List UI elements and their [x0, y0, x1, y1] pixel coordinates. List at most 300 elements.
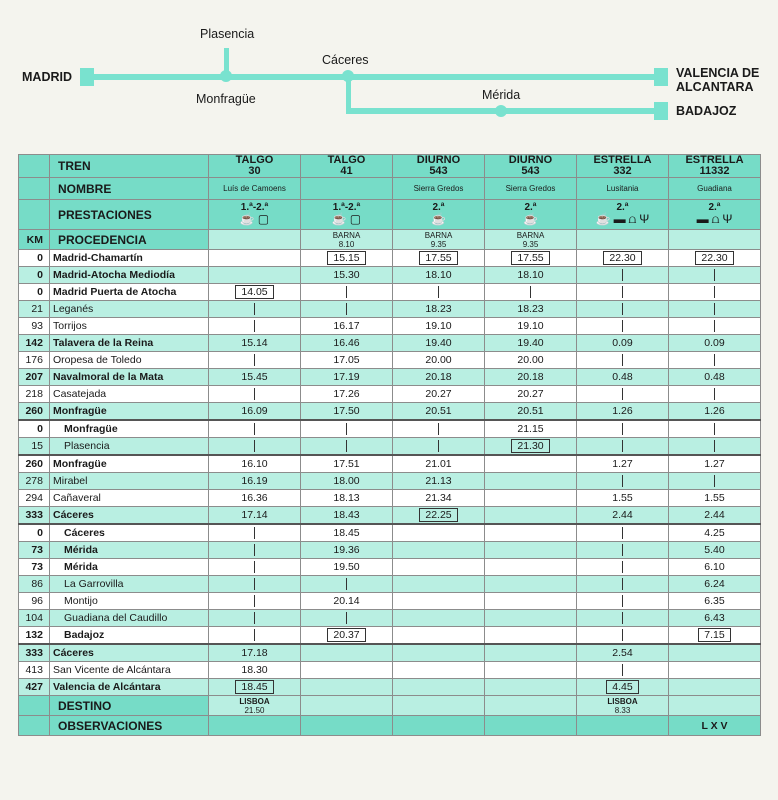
time-cell: 18.23 — [393, 301, 485, 318]
time-cell — [485, 679, 577, 696]
station-name: Navalmoral de la Mata — [50, 369, 209, 386]
pass-line — [714, 320, 715, 332]
time-cell: 19.40 — [485, 335, 577, 352]
station-name: Badajoz — [50, 627, 209, 645]
time-cell: 16.46 — [301, 335, 393, 352]
pass-line — [346, 578, 347, 590]
time-cell: 21.01 — [393, 455, 485, 473]
table-row — [19, 490, 761, 507]
time-cell: 20.00 — [485, 352, 577, 369]
station-name: Cáceres — [50, 524, 209, 542]
train-dest-3 — [485, 696, 577, 716]
dest-name: LISBOA — [239, 696, 270, 706]
time-cell: 21.13 — [393, 473, 485, 490]
time-cell — [669, 473, 761, 490]
timetable — [18, 154, 761, 736]
pass-line — [622, 527, 623, 539]
train-dest-0 — [209, 696, 301, 716]
station-name: Madrid-Chamartín — [50, 250, 209, 267]
time-cell: 15.45 — [209, 369, 301, 386]
train-classes: 1.ª-2.ª — [240, 202, 269, 213]
time-cell — [577, 352, 669, 369]
train-type: ESTRELLA — [685, 154, 744, 166]
time-cell: 19.10 — [393, 318, 485, 335]
time-cell — [301, 576, 393, 593]
time-cell: 18.43 — [301, 507, 393, 525]
train-obs-4 — [577, 716, 669, 736]
couchette-icon: ⩍ — [711, 211, 720, 226]
train-obs-2 — [393, 716, 485, 736]
time-cell: 15.14 — [209, 335, 301, 352]
station-name: Leganés — [50, 301, 209, 318]
service-icons — [672, 212, 757, 227]
time-cell — [577, 318, 669, 335]
time-cell — [577, 559, 669, 576]
time-cell: 16.09 — [209, 403, 301, 421]
station-name: Plasencia — [50, 438, 209, 456]
time-cell: 18.23 — [485, 301, 577, 318]
pass-line — [622, 629, 623, 641]
train-name-text: Guadiana — [697, 184, 732, 193]
km-value: 427 — [19, 679, 50, 696]
time-cell: 6.10 — [669, 559, 761, 576]
time-cell — [209, 386, 301, 403]
time-cell — [485, 524, 577, 542]
origin-name: BARNA — [332, 230, 361, 240]
pass-line — [622, 354, 623, 366]
km-value: 15 — [19, 438, 50, 456]
km-value: 333 — [19, 507, 50, 525]
station-name: Oropesa de Toledo — [50, 352, 209, 369]
pass-line — [254, 561, 255, 573]
pass-line — [254, 303, 255, 315]
destino-label: DESTINO — [50, 696, 209, 716]
train-number: 11332 — [699, 165, 730, 177]
pass-line — [254, 595, 255, 607]
cup-icon: ☕ — [431, 212, 446, 226]
time-cell — [301, 301, 393, 318]
time-cell — [485, 507, 577, 525]
time-cell — [485, 250, 577, 267]
table-row — [19, 403, 761, 421]
time-cell: 0.09 — [669, 335, 761, 352]
time-cell — [485, 627, 577, 645]
pass-line — [438, 440, 439, 452]
train-classes: 2.ª — [616, 201, 629, 213]
time-cell — [485, 576, 577, 593]
train-type: DIURNO — [508, 154, 553, 166]
train-header-0 — [209, 155, 301, 178]
seat-icon: ▢ — [349, 212, 362, 226]
cup-icon: ☕ — [331, 212, 347, 226]
bed-icon: ▬ — [696, 211, 709, 226]
train-services-0 — [209, 200, 301, 230]
time-cell: 17.05 — [301, 352, 393, 369]
km-value: 0 — [19, 524, 50, 542]
km-value: 96 — [19, 593, 50, 610]
time-cell — [209, 438, 301, 456]
time-cell: 2.44 — [669, 507, 761, 525]
time-cell: 1.26 — [669, 403, 761, 421]
pass-line — [254, 440, 255, 452]
train-header-4 — [577, 155, 669, 178]
station-name: Cañaveral — [50, 490, 209, 507]
km-value: 73 — [19, 542, 50, 559]
pass-line — [714, 269, 715, 281]
destino-row — [19, 696, 761, 716]
pass-line — [622, 595, 623, 607]
restaurant-icon: Ψ — [722, 211, 733, 226]
time-cell: 15.30 — [301, 267, 393, 284]
table-row — [19, 284, 761, 301]
time-cell — [577, 267, 669, 284]
time-cell: 1.26 — [577, 403, 669, 421]
km-value: 132 — [19, 627, 50, 645]
table-row — [19, 662, 761, 679]
boxed-time: 7.15 — [698, 628, 730, 642]
train-name-text: Sierra Gredos — [413, 184, 464, 193]
km-value: 0 — [19, 420, 50, 438]
time-cell — [669, 267, 761, 284]
station-name: La Garrovilla — [50, 576, 209, 593]
km-value: 176 — [19, 352, 50, 369]
time-cell — [577, 593, 669, 610]
table-row — [19, 420, 761, 438]
pass-line — [346, 423, 347, 435]
time-cell — [577, 542, 669, 559]
train-dest-1 — [301, 696, 393, 716]
origin-time: 8.10 — [338, 239, 355, 249]
pass-line — [254, 527, 255, 539]
dest-time: 8.33 — [614, 705, 631, 715]
time-cell: 17.50 — [301, 403, 393, 421]
station-name: Madrid Puerta de Atocha — [50, 284, 209, 301]
time-cell: 17.18 — [209, 644, 301, 662]
pass-line — [714, 475, 715, 487]
train-origin-3 — [485, 230, 577, 250]
table-row — [19, 524, 761, 542]
time-cell — [301, 250, 393, 267]
time-cell — [577, 679, 669, 696]
train-classes: 2.ª — [708, 201, 721, 213]
km-blank — [19, 155, 50, 178]
time-cell — [209, 267, 301, 284]
table-row — [19, 593, 761, 610]
nombre-label: NOMBRE — [50, 178, 209, 200]
time-cell — [301, 679, 393, 696]
time-cell — [577, 662, 669, 679]
pass-line — [622, 544, 623, 556]
pass-line — [622, 423, 623, 435]
time-cell: 17.14 — [209, 507, 301, 525]
time-cell: 20.14 — [301, 593, 393, 610]
time-cell: 1.27 — [577, 455, 669, 473]
time-cell: 4.25 — [669, 524, 761, 542]
time-cell: 21.34 — [393, 490, 485, 507]
km-value: 260 — [19, 403, 50, 421]
pass-line — [714, 354, 715, 366]
time-cell — [393, 559, 485, 576]
km-value: 21 — [19, 301, 50, 318]
time-cell — [577, 524, 669, 542]
train-obs-5: L X V — [669, 716, 761, 736]
train-name-text: Sierra Gredos — [505, 184, 556, 193]
pass-line — [714, 440, 715, 452]
pass-line — [254, 629, 255, 641]
train-name-4 — [577, 178, 669, 200]
prestaciones-label: PRESTACIONES — [50, 200, 209, 230]
train-services-2 — [393, 200, 485, 230]
time-cell — [485, 610, 577, 627]
table-row — [19, 301, 761, 318]
time-cell — [209, 524, 301, 542]
time-cell — [301, 284, 393, 301]
pass-line — [254, 388, 255, 400]
time-cell — [301, 610, 393, 627]
time-cell — [393, 679, 485, 696]
couchette-icon: ⩍ — [628, 211, 637, 226]
time-cell: 16.10 — [209, 455, 301, 473]
table-row — [19, 473, 761, 490]
time-cell — [393, 250, 485, 267]
time-cell — [393, 284, 485, 301]
train-number: 543 — [521, 165, 540, 177]
time-cell: 18.45 — [301, 524, 393, 542]
train-name-0 — [209, 178, 301, 200]
time-cell — [669, 318, 761, 335]
train-classes: 2.ª — [432, 202, 445, 213]
time-cell: 0.48 — [577, 369, 669, 386]
time-cell — [577, 301, 669, 318]
pass-line — [438, 286, 439, 298]
boxed-time: 15.15 — [327, 251, 365, 265]
time-cell: 20.00 — [393, 352, 485, 369]
dest-time: 21.50 — [244, 705, 265, 715]
time-cell: 20.18 — [485, 369, 577, 386]
time-cell — [301, 438, 393, 456]
train-header-5 — [669, 155, 761, 178]
time-cell: 18.00 — [301, 473, 393, 490]
time-cell — [669, 250, 761, 267]
train-dest-2 — [393, 696, 485, 716]
pass-line — [622, 475, 623, 487]
time-cell: 1.27 — [669, 455, 761, 473]
pass-line — [254, 578, 255, 590]
km-value: 0 — [19, 267, 50, 284]
time-cell — [209, 301, 301, 318]
train-classes: 2.ª — [524, 202, 537, 213]
time-cell: 17.26 — [301, 386, 393, 403]
time-cell — [209, 352, 301, 369]
map-station-caceres: Cáceres — [322, 53, 369, 67]
time-cell: 6.24 — [669, 576, 761, 593]
station-name: Casatejada — [50, 386, 209, 403]
train-name-1 — [301, 178, 393, 200]
train-name-3 — [485, 178, 577, 200]
station-name: San Vicente de Alcántara — [50, 662, 209, 679]
station-name: Montijo — [50, 593, 209, 610]
train-services-4 — [577, 200, 669, 230]
train-classes: 1.ª-2.ª — [332, 202, 361, 213]
pass-line — [622, 578, 623, 590]
pass-line — [254, 354, 255, 366]
time-cell: 19.10 — [485, 318, 577, 335]
service-icons — [396, 212, 481, 226]
time-cell — [669, 386, 761, 403]
station-name: Monfragüe — [50, 455, 209, 473]
origin-time: 9.35 — [430, 239, 447, 249]
time-cell — [485, 542, 577, 559]
time-cell — [301, 420, 393, 438]
km-value: 104 — [19, 610, 50, 627]
time-cell: 21.15 — [485, 420, 577, 438]
time-cell — [577, 250, 669, 267]
km-value: 333 — [19, 644, 50, 662]
time-cell: 1.55 — [669, 490, 761, 507]
service-icons — [212, 212, 297, 226]
km-blank — [19, 200, 50, 230]
table-row — [19, 559, 761, 576]
station-name: Torrijos — [50, 318, 209, 335]
time-cell: 17.51 — [301, 455, 393, 473]
km-value: 0 — [19, 284, 50, 301]
observaciones-label: OBSERVACIONES — [50, 716, 209, 736]
time-cell — [485, 284, 577, 301]
time-cell — [209, 420, 301, 438]
time-cell — [485, 644, 577, 662]
station-name: Mérida — [50, 542, 209, 559]
time-cell — [301, 644, 393, 662]
table-row — [19, 644, 761, 662]
time-cell — [209, 679, 301, 696]
pass-line — [346, 612, 347, 624]
time-cell — [669, 352, 761, 369]
time-cell — [393, 438, 485, 456]
restaurant-icon: Ψ — [639, 211, 650, 226]
table-row — [19, 576, 761, 593]
time-cell: 19.40 — [393, 335, 485, 352]
boxed-time: 17.55 — [419, 251, 457, 265]
table-row — [19, 335, 761, 352]
map-station-merida: Mérida — [482, 88, 521, 102]
time-cell: 2.54 — [577, 644, 669, 662]
train-number: 332 — [613, 165, 632, 177]
procedencia-label: PROCEDENCIA — [50, 230, 209, 250]
time-cell — [393, 644, 485, 662]
train-type: DIURNO — [416, 154, 461, 166]
train-origin-1 — [301, 230, 393, 250]
station-name: Monfragüe — [50, 420, 209, 438]
time-cell — [669, 301, 761, 318]
km-value: 86 — [19, 576, 50, 593]
time-cell: 6.43 — [669, 610, 761, 627]
pass-line — [622, 664, 623, 676]
train-origin-2 — [393, 230, 485, 250]
time-cell: 20.51 — [393, 403, 485, 421]
pass-line — [254, 423, 255, 435]
bed-icon: ▬ — [613, 211, 626, 226]
boxed-time: 22.30 — [695, 251, 733, 265]
table-row — [19, 386, 761, 403]
table-row — [19, 369, 761, 386]
time-cell: 16.17 — [301, 318, 393, 335]
time-cell: 19.36 — [301, 542, 393, 559]
table-row — [19, 507, 761, 525]
time-cell — [669, 420, 761, 438]
km-blank — [19, 716, 50, 736]
station-name: Talavera de la Reina — [50, 335, 209, 352]
table-row — [19, 267, 761, 284]
origin-time: 9.35 — [522, 239, 539, 249]
time-cell — [393, 507, 485, 525]
pass-line — [622, 303, 623, 315]
tren-label: TREN — [50, 155, 209, 178]
table-row — [19, 250, 761, 267]
observaciones-row — [19, 716, 761, 736]
time-cell — [669, 644, 761, 662]
train-services-5 — [669, 200, 761, 230]
time-cell — [209, 610, 301, 627]
pass-line — [254, 320, 255, 332]
time-cell: 1.55 — [577, 490, 669, 507]
cup-icon: ☕ — [523, 212, 538, 226]
header-row — [19, 155, 761, 178]
time-cell — [485, 662, 577, 679]
dest-name: LISBOA — [607, 696, 638, 706]
km-value: 73 — [19, 559, 50, 576]
time-cell — [209, 576, 301, 593]
time-cell — [669, 284, 761, 301]
time-cell — [485, 593, 577, 610]
time-cell — [577, 473, 669, 490]
table-row — [19, 438, 761, 456]
km-value: 142 — [19, 335, 50, 352]
train-type: TALGO — [327, 154, 366, 166]
station-name: Mirabel — [50, 473, 209, 490]
km-value: 93 — [19, 318, 50, 335]
station-name: Valencia de Alcántara — [50, 679, 209, 696]
km-value: 260 — [19, 455, 50, 473]
table-row — [19, 627, 761, 645]
boxed-time: 22.30 — [603, 251, 641, 265]
boxed-time: 21.30 — [511, 439, 549, 453]
pass-line — [622, 388, 623, 400]
table-row — [19, 679, 761, 696]
train-obs-3 — [485, 716, 577, 736]
train-dest-5 — [669, 696, 761, 716]
time-cell — [393, 542, 485, 559]
time-cell — [393, 524, 485, 542]
km-value: 0 — [19, 250, 50, 267]
table-row — [19, 318, 761, 335]
train-number: 41 — [340, 165, 353, 177]
train-origin-5 — [669, 230, 761, 250]
time-cell — [577, 284, 669, 301]
origin-name: BARNA — [424, 230, 453, 240]
time-cell: 5.40 — [669, 542, 761, 559]
time-cell — [393, 576, 485, 593]
seat-icon: ▢ — [257, 212, 270, 226]
time-cell: 0.09 — [577, 335, 669, 352]
header-row — [19, 200, 761, 230]
pass-line — [346, 303, 347, 315]
boxed-time: 20.37 — [327, 628, 365, 642]
table-row — [19, 455, 761, 473]
train-type: TALGO — [235, 154, 274, 166]
time-cell — [577, 420, 669, 438]
km-label: KM — [19, 230, 50, 250]
time-cell — [669, 627, 761, 645]
